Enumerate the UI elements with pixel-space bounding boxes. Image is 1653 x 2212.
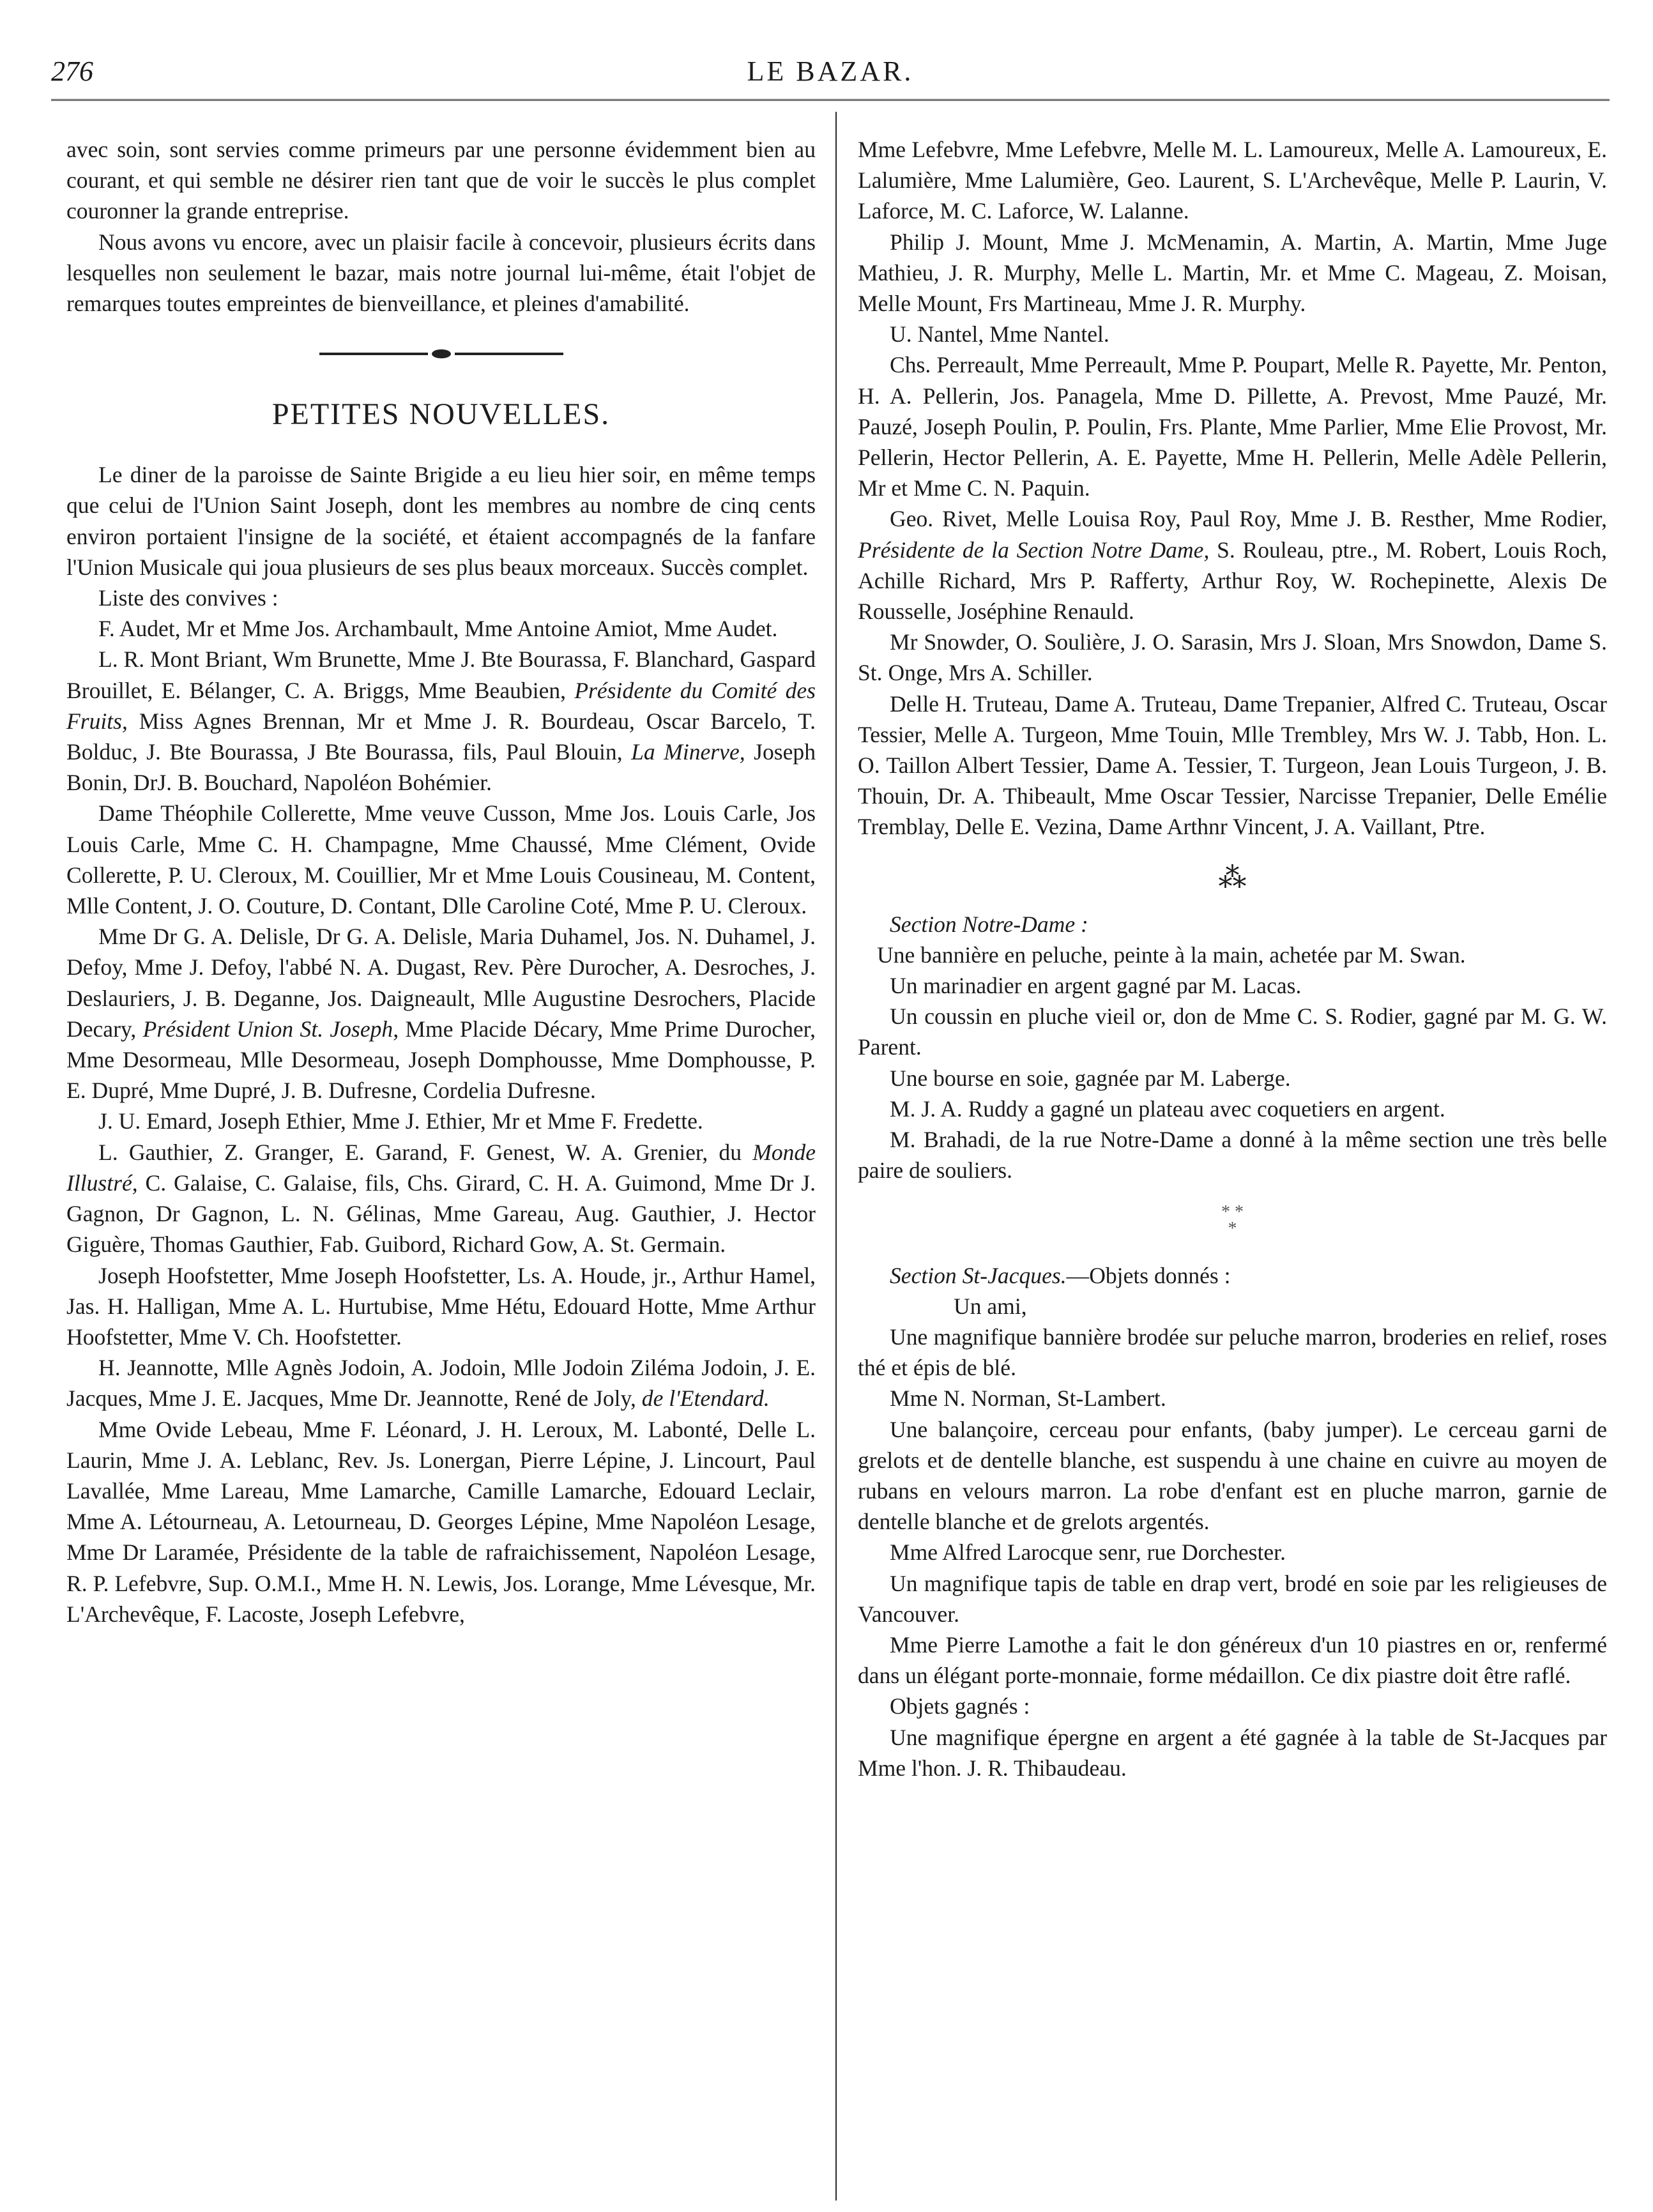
guest-list-entry: Delle H. Truteau, Dame A. Truteau, Dame Trepanier, Alfred C. Truteau, Oscar Tessier, Melle A. Turgeon, Mme Touin, Mlle Trembley, Mrs W. J. Tabb, Hon. L. O. Taillon Albert Tessier, Dame A. Tessier, T. Turgeon, Jean Louis Turgeon, J. B. Thouin, Dr. A. Thibeault, Mme Oscar Tessier, Narcisse Trepanier, Delle Emélie Tremblay, Delle E. Vezina, Dame Arthnr Vincent, J. A. Vaillant, Ptre. [858,690,1607,840]
running-title: LE BAZAR. [747,56,914,87]
text: Joseph Bonin, DrJ. B. Bouchard, Napoléon Bohémier. [66,739,816,796]
guest-list-entry [66,921,816,1106]
guest-list-entry: F. Audet, Mr et Mme Jos. Archambault, Mme Antoine Amiot, Mme Audet. [98,616,778,642]
page-header [51,55,1610,100]
guest-list-entry [66,1352,816,1414]
subsection-heading [858,909,1607,940]
guest-list-entry [66,644,816,798]
paragraph: Liste des convives : [98,585,278,611]
text: Mme Dr G. A. Delisle, Dr G. A. Delisle, Maria Duhamel, Jos. N. Duhamel, J. Defoy, Mme J. Defoy, l'abbé N. A. Dugast, Rev. Père Durocher, A. Desroches, J. Deslauriers, J. B. Deganne, Jos. Daigneault, Mlle Augustine Desrochers, Placide Decary, [66,924,816,1042]
item-entry: Une bannière en peluche, peinte à la main, achetée par M. Swan. [877,942,1466,968]
asterism-separator: ⁂ [1218,862,1247,894]
item-entry: Mme Pierre Lamothe a fait le don généreux d'un 10 piastres en or, renfermé dans un élégant porte-monnaie, forme médaillon. Ce dix piastre doit être raflé. [858,1631,1607,1689]
italic-text: de l'Etendard. [641,1385,770,1412]
guest-list-entry: Chs. Perreault, Mme Perreault, Mme P. Poupart, Melle R. Payette, Mr. Penton, H. A. Pellerin, Jos. Panagela, Mme D. Pillette, A. Prevost, Mme Pauzé, Mr. Pauzé, Joseph Poulin, P. Poulin, Frs. Plante, Mme Parlier, Mme Elie Provost, Mr. Pellerin, Hector Pellerin, A. E. Payette, Mme H. Pellerin, Melle Adèle Pellerin, Mr et Mme C. N. Paquin. [858,352,1607,501]
italic-text: Président Union St. Joseph, [142,1016,399,1042]
guest-list-entry: U. Nantel, Mme Nantel. [890,321,1109,347]
header-rule [51,99,1610,101]
text: —Objets donnés : [1066,1262,1231,1288]
italic-text: La Minerve, [631,739,745,765]
text: S. Rouleau, ptre., M. Robert, Louis Roch, Achille Richard, Mrs P. Rafferty, Arthur Roy, W. Rochepinette, Alexis De Rousselle, Joséphine Renauld. [858,537,1607,625]
text: Geo. Rivet, Melle Louisa Roy, Paul Roy, Mme J. B. Resther, Mme Rodier, [890,506,1607,532]
item-entry: Une balançoire, cerceau pour enfants, (baby jumper). Le cerceau garni de grelots et de dentelle blanche, est suspendu à une chaine en cuivre au moyen de rubans en velours marron. La robe d'enfant est en pluche marron, garnie de dentelle blanche et de grelots argentés. [858,1416,1607,1535]
guest-list-entry: Mr Snowder, O. Soulière, J. O. Sarasin, Mrs J. Sloan, Mrs Snowdon, Dame S. St. Onge, Mrs A. Schiller. [858,629,1607,686]
item-entry: Objets gagnés : [890,1693,1030,1720]
italic-text: Section St-Jacques. [890,1262,1067,1288]
item-entry: M. J. A. Ruddy a gagné un plateau avec coquetiers en argent. [890,1095,1445,1122]
asterism-separator: * * * [1221,1201,1244,1239]
subsection-heading [858,1260,1607,1291]
paragraph: Nous avons vu encore, avec un plaisir facile à concevoir, plusieurs écrits dans lesquelles non seulement le bazar, mais notre journal lui-même, était l'objet de remarques toutes empreintes de bienveillance, et pleines d'amabilité. [66,229,816,317]
italic-text: Monde Illustré, [66,1139,816,1196]
item-entry: Une magnifique bannière brodée sur peluche marron, broderies en relief, roses thé et épis de blé. [858,1323,1607,1381]
item-entry: Un ami, [954,1293,1027,1319]
paragraph: avec soin, sont servies comme primeurs par une personne évidemment bien au courant, et qui semble ne désirer rien tant que de voir le succès le plus complet couronner la grande entreprise. [66,137,816,224]
guest-list-entry: J. U. Emard, Joseph Ethier, Mme J. Ethier, Mr et Mme F. Fredette. [98,1108,703,1134]
item-entry: Une bourse en soie, gagnée par M. Laberge. [890,1065,1291,1091]
ornament-rule [66,338,816,370]
item-entry: Mme Alfred Larocque senr, rue Dorchester. [890,1539,1286,1566]
page-number: 276 [51,56,93,87]
guest-list-entry: Philip J. Mount, Mme J. McMenamin, A. Martin, A. Martin, Mme Juge Mathieu, J. R. Murphy, Melle L. Martin, Mr. et Mme C. Mageau, Z. Moisan, Melle Mount, Frs Martineau, Mme J. R. Murphy. [858,229,1607,317]
item-entry: Mme N. Norman, St-Lambert. [890,1385,1166,1412]
italic-text: Section Notre-Dame : [890,911,1088,937]
italic-text: Présidente de la Section Notre Dame, [858,537,1210,563]
text: C. Galaise, C. Galaise, fils, Chs. Girard, C. H. A. Guimond, Mme Dr J. Gagnon, Dr Gagnon, L. N. Gélinas, Mme Gareau, Aug. Gauthier, J. Hector Giguère, Thomas Gauthier, Fab. Guibord, Richard Gow, A. St. Germain. [66,1170,816,1258]
text: L. R. Mont Briant, Wm Brunette, Mme J. Bte Bourassa, F. Blanchard, Gaspard Brouillet, E. Bélanger, C. A. Briggs, Mme Beaubien, [66,646,816,703]
text: H. Jeannotte, Mlle Agnès Jodoin, A. Jodoin, Mlle Jodoin Ziléma Jodoin, J. E. Jacques, Mme J. E. Jacques, Mme Dr. Jeannotte, René de Joly, [66,1355,816,1412]
item-entry: Un marinadier en argent gagné par M. Lacas. [890,973,1302,999]
left-column [66,134,816,1629]
item-entry: Un coussin en pluche vieil or, don de Mme C. S. Rodier, gagné par M. G. W. Parent. [858,1003,1607,1060]
item-entry: Une magnifique épergne en argent a été gagnée à la table de St-Jacques par Mme l'hon. J. R. Thibaudeau. [858,1724,1607,1781]
text: Mme Placide Décary, Mme Prime Durocher, Mme Desormeau, Mlle Desormeau, Joseph Domphousse, Mme Domphousse, P. E. Dupré, Mme Dupré, J. B. Dufresne, Cordelia Dufresne. [66,1016,816,1104]
paragraph: Le diner de la paroisse de Sainte Brigide a eu lieu hier soir, en même temps que celui de l'Union Saint Joseph, dont les membres au nombre de cinq cents environ portaient l'insigne de la société, et étaient accompagnés de la fanfare l'Union Musicale qui joua plusieurs de ses plus beaux morceaux. Succès complet. [66,462,816,580]
text: L. Gauthier, Z. Granger, E. Garand, F. Genest, W. A. Grenier, du [98,1139,753,1165]
text: Miss Agnes Brennan, Mr et Mme J. R. Bourdeau, Oscar Barcelo, T. Bolduc, J. Bte Bourassa, J Bte Bourassa, fils, Paul Blouin, [66,708,816,765]
right-column [858,134,1607,1783]
guest-list-entry: Mme Lefebvre, Mme Lefebvre, Melle M. L. Lamoureux, Melle A. Lamoureux, E. Lalumière, Mme Lalumière, Geo. Laurent, S. L'Archevêque, Melle P. Laurin, V. Laforce, M. C. Laforce, W. Lalanne. [858,137,1607,224]
item-entry: Un magnifique tapis de table en drap vert, brodé en soie par les religieuses de Vancouver. [858,1570,1607,1627]
section-heading: PETITES NOUVELLES. [271,397,611,432]
column-divider [835,112,837,2201]
guest-list-entry [66,1137,816,1260]
italic-text: Présidente du Comité des Fruits, [66,677,816,734]
guest-list-entry [858,503,1607,627]
guest-list-entry: Mme Ovide Lebeau, Mme F. Léonard, J. H. Leroux, M. Labonté, Delle L. Laurin, Mme J. A. Leblanc, Rev. Js. Lonergan, Pierre Lépine, J. Lincourt, Paul Lavallée, Mme Lareau, Mme Lamarche, Camille Lamarche, Edouard Leclair, Mme A. Létourneau, A. Letourneau, D. Georges Lépine, Mme Napoléon Lesage, Mme Dr Laramée, Présidente de la table de rafraichissement, Napoléon Lesage, R. P. Lefebvre, Sup. O.M.I., Mme H. N. Lewis, Jos. Lorange, Mme Lévesque, Mr. L'Archevêque, F. Lacoste, Joseph Lefebvre, [66,1416,816,1627]
item-entry: M. Brahadi, de la rue Notre-Dame a donné à la même section une très belle paire de souliers. [858,1127,1607,1184]
guest-list-entry: Joseph Hoofstetter, Mme Joseph Hoofstetter, Ls. A. Houde, jr., Arthur Hamel, Jas. H. Halligan, Mme A. L. Hurtubise, Mme Hétu, Edouard Hotte, Mme Arthur Hoofstetter, Mme V. Ch. Hoofstetter. [66,1262,816,1350]
guest-list-entry: Dame Théophile Collerette, Mme veuve Cusson, Mme Jos. Louis Carle, Jos Louis Carle, Mme C. H. Champagne, Mme Chaussé, Mme Clément, Ovide Collerette, P. U. Cleroux, M. Couillier, Mr et Mme Louis Cousineau, M. Content, Mlle Content, J. O. Couture, D. Contant, Dlle Caroline Coté, Mme P. U. Cleroux. [66,800,816,919]
